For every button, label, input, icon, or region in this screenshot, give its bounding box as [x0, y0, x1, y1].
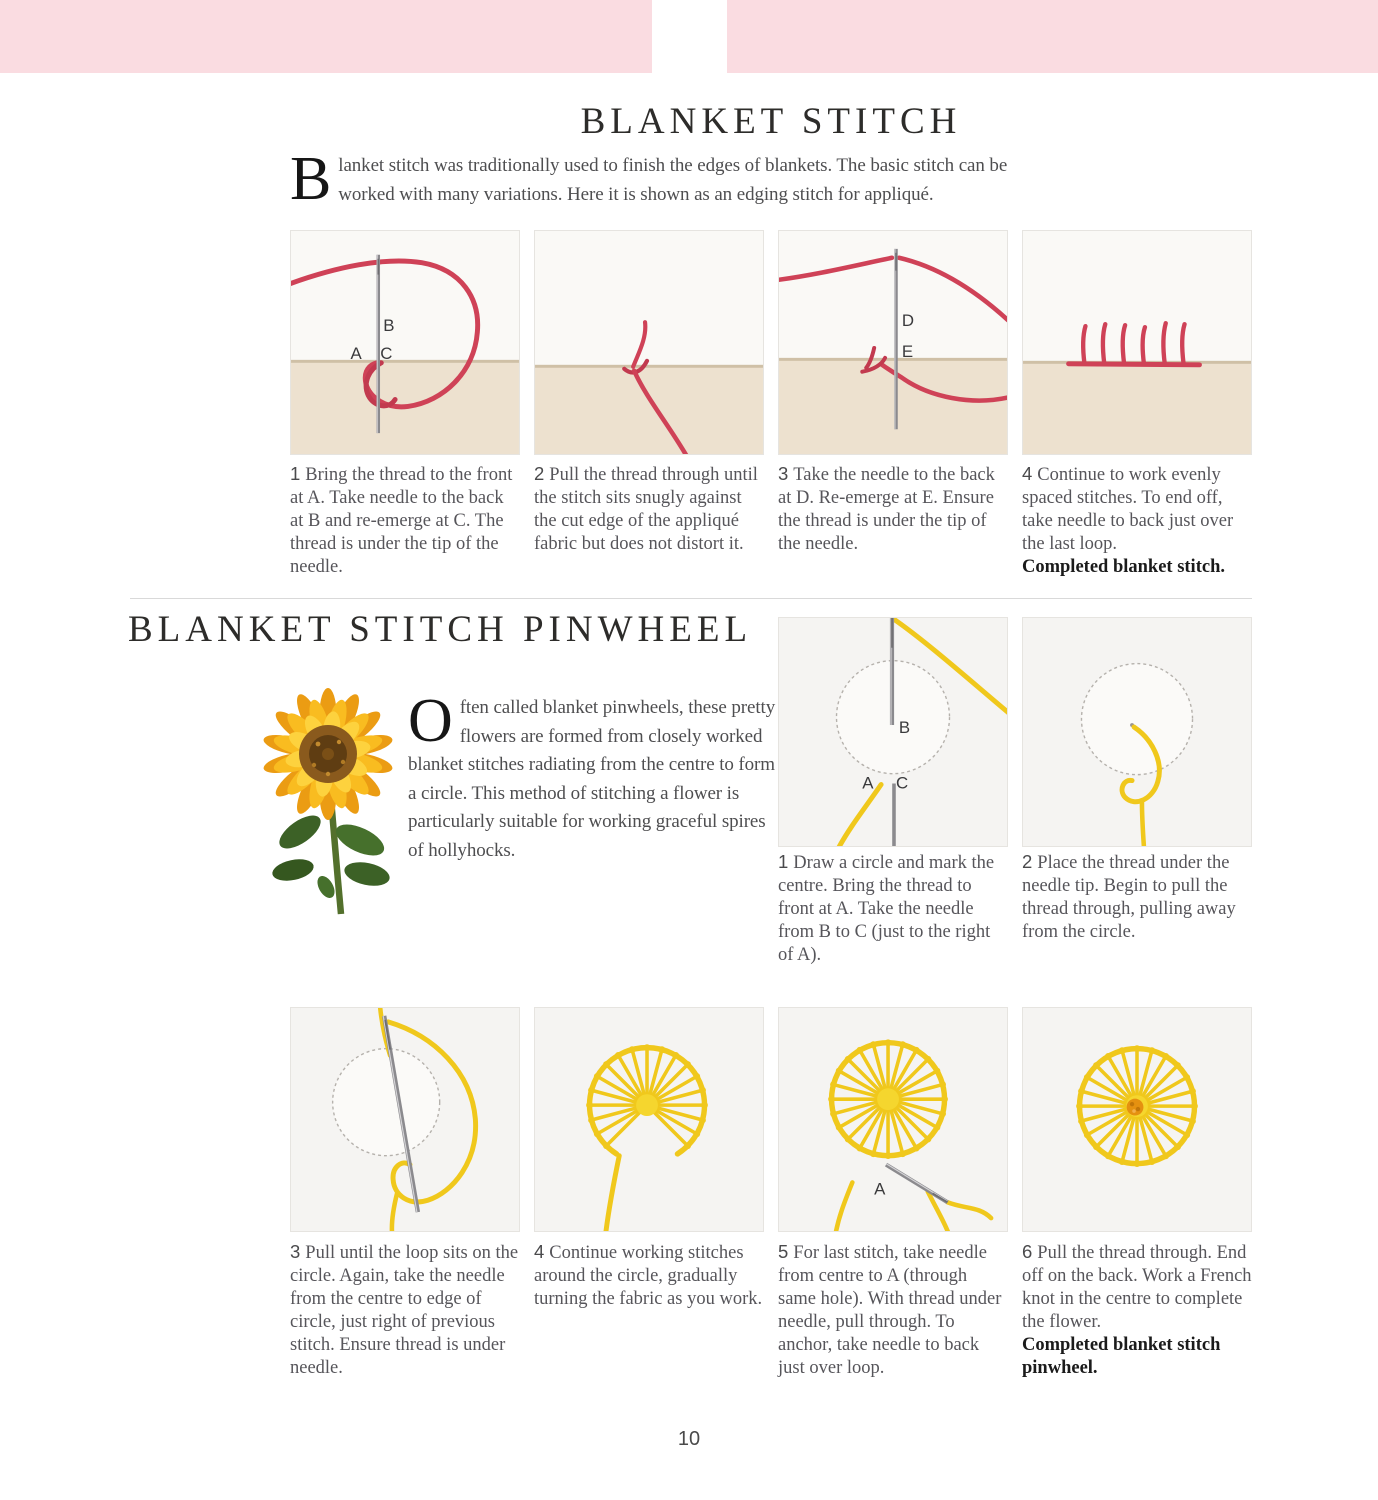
step-number: 1 [290, 463, 301, 484]
step-text: Continue working stitches around the circle, gradually turning the fabric as you work. [534, 1243, 763, 1309]
step-text: Bring the thread to the front at A. Take needle to the back at B and re-emerge at C. The thread is under the tip of the needle. [290, 465, 513, 577]
photo-pinwheel-step1 [778, 617, 1008, 847]
blanket-step4-illustration [1023, 231, 1251, 454]
pinwheel-step1-illustration [779, 618, 1007, 846]
flower-disc [299, 725, 357, 783]
caption-blanket-step2 [534, 462, 764, 556]
pinwheel-step5-illustration [779, 1008, 1007, 1231]
label-d: D [901, 311, 915, 331]
step-number: 6 [1022, 1241, 1033, 1262]
step-number: 1 [778, 851, 789, 872]
blanket-step2-illustration [535, 231, 763, 454]
step-number: 5 [778, 1241, 789, 1262]
photo-blanket-step1 [290, 230, 520, 455]
label-b: B [898, 717, 911, 737]
sunflower-photo [240, 682, 420, 927]
photo-pinwheel-step6 [1022, 1007, 1252, 1232]
photo-pinwheel-step4 [534, 1007, 764, 1232]
step-number: 4 [534, 1241, 545, 1262]
dropcap: O [408, 687, 453, 755]
photo-pinwheel-step3 [290, 1007, 520, 1232]
step-bold: Completed blanket stitch pinwheel. [1022, 1335, 1221, 1378]
caption-blanket-step4 [1022, 462, 1252, 579]
step-text: Place the thread under the needle tip. Begin to pull the thread through, pulling away from the circle. [1022, 853, 1236, 942]
step-text: For last stitch, take needle from centre to A (through same hole). With thread under needle, pull through. To anchor, take needle to back just over loop. [778, 1243, 1002, 1378]
intro-pinwheel [408, 687, 780, 865]
caption-pinwheel-step4 [534, 1240, 764, 1311]
needle [377, 255, 378, 433]
step-number: 2 [534, 463, 545, 484]
pinwheel-step4-illustration [535, 1008, 763, 1231]
step-text: Draw a circle and mark the centre. Bring the thread to front at A. Take the needle from B to C (just to the right of A). [778, 853, 995, 965]
label-e: E [901, 341, 914, 361]
step-text: Pull the thread through. End off on the back. Work a French knot in the centre to complete the flower. [1022, 1243, 1252, 1332]
intro-blanket-stitch [290, 145, 1032, 213]
intro-text: ften called blanket pinwheels, these pretty flowers are formed from closely worked blanket stitches radiating from the centre to form a circle. This method of stitching a flower is particularly suitable for working graceful spires of hollyhocks. [408, 697, 776, 861]
pinwheel-step6-illustration [1023, 1008, 1251, 1231]
pinwheel-step3-illustration [291, 1008, 519, 1231]
caption-pinwheel-step2 [1022, 850, 1252, 944]
step-bold: Completed blanket stitch. [1022, 557, 1225, 577]
blanket-step3-illustration [779, 231, 1007, 454]
step-text: Pull the thread through until the stitch sits snugly against the cut edge of the appliqué fabric but does not distort it. [534, 465, 758, 554]
photo-pinwheel-step2 [1022, 617, 1252, 847]
caption-blanket-step1 [290, 462, 520, 579]
dropcap: B [290, 145, 332, 213]
label-b: B [383, 316, 395, 336]
caption-pinwheel-step3 [290, 1240, 520, 1380]
sunflower-illustration [240, 682, 420, 922]
step-number: 3 [290, 1241, 301, 1262]
section-title-blanket-stitch: BLANKET STITCH [580, 101, 962, 142]
label-c: C [380, 343, 393, 363]
blanket-step1-illustration [291, 231, 519, 454]
step-number: 2 [1022, 851, 1033, 872]
label-a: A [862, 773, 874, 793]
label-a: A [874, 1179, 886, 1199]
photo-blanket-step3 [778, 230, 1008, 455]
pink-header-band-right [727, 0, 1378, 73]
caption-pinwheel-step6 [1022, 1240, 1252, 1380]
photo-pinwheel-step5 [778, 1007, 1008, 1232]
photo-blanket-step4 [1022, 230, 1252, 455]
intro-text: lanket stitch was traditionally used to finish the edges of blankets. The basic stitch can be worked with many variations. Here it is shown as an edging stitch for appliqué. [338, 155, 1008, 205]
step-text: Continue to work evenly spaced stitches. To end off, take needle to back just over the last loop. [1022, 465, 1234, 554]
caption-pinwheel-step1 [778, 850, 1008, 967]
caption-pinwheel-step5 [778, 1240, 1008, 1380]
step-number: 3 [778, 463, 789, 484]
step-text: Take the needle to the back at D. Re-emerge at E. Ensure the thread is under the tip of the needle. [778, 465, 995, 554]
needle [895, 249, 896, 429]
step-text: Pull until the loop sits on the circle. Again, take the needle from the centre to edge of circle, just right of previous stitch. Ensure thread is under needle. [290, 1243, 519, 1378]
label-c: C [895, 773, 909, 793]
drawn-circle [333, 1049, 440, 1156]
drawn-circle [1081, 664, 1192, 775]
page-number: 10 [677, 1428, 701, 1450]
pink-header-band-left [0, 0, 652, 73]
section-title-pinwheel: BLANKET STITCH PINWHEEL [128, 609, 753, 650]
pinwheel-stitches [828, 1039, 948, 1159]
pinwheel-step2-illustration [1023, 618, 1251, 846]
french-knot [1127, 1099, 1144, 1116]
photo-blanket-step2 [534, 230, 764, 455]
caption-blanket-step3 [778, 462, 1008, 556]
section-divider [130, 598, 1252, 599]
step-number: 4 [1022, 463, 1033, 484]
label-a: A [350, 343, 362, 363]
